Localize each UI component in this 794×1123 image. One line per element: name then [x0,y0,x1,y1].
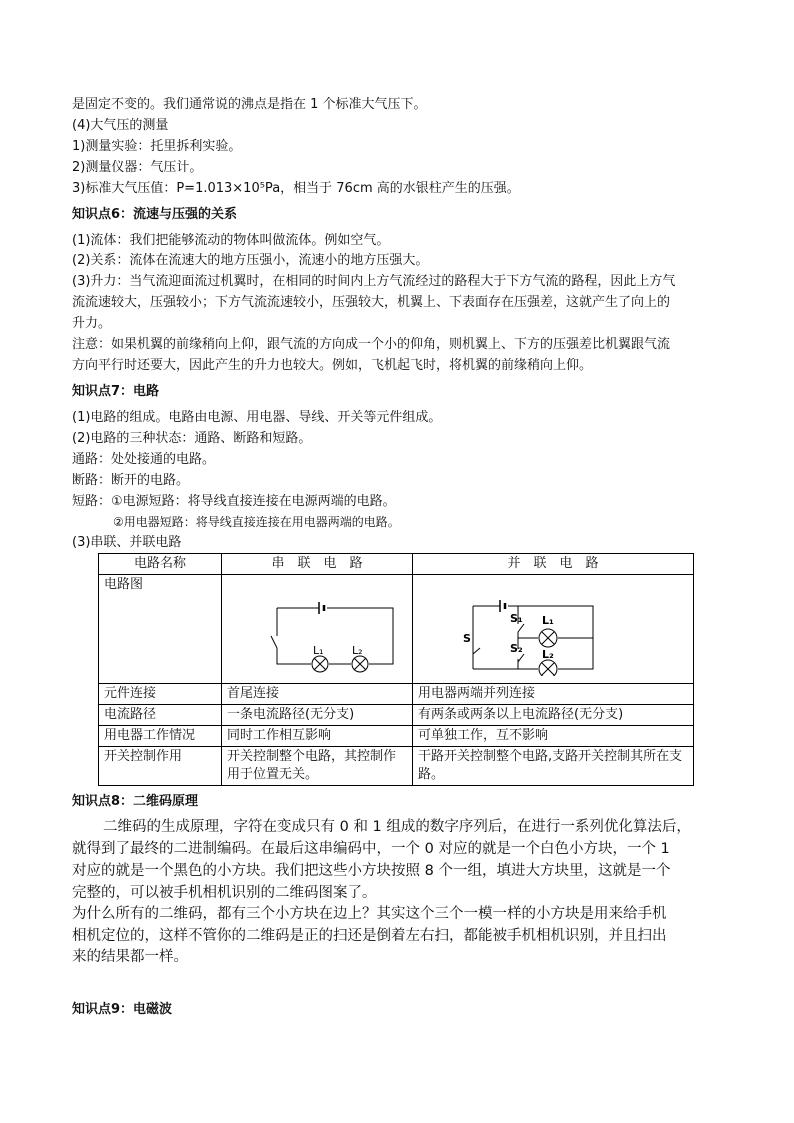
table-cell: 一条电流路径(无分支) [222,705,413,726]
table-cell: 用电器两端并列连接 [413,684,694,705]
table-cell: 同时工作相互影响 [222,726,413,747]
table-cell: 元件连接 [99,684,222,705]
table-cell: 首尾连接 [222,684,413,705]
text-line: 断路：断开的电路。 [72,473,190,488]
table-cell: 开关控制作用 [99,747,222,786]
series-diagram-cell [222,575,413,684]
table-header-cell: 并 联 电 路 [413,554,694,575]
parallel-diagram-cell [413,575,694,684]
text-line: 短路：①电源短路：将导线直接连接在电源两端的电路。 [72,494,396,509]
text-line: 3)标准大气压值：P=1.013×10⁵Pa，相当于 76cm 高的水银柱产生的压强。 [72,181,520,196]
paragraph-line: 对应的就是一个黑色的小方块。我们把这些小方块按照 8 个一组，填进大方块里，这就是一个 [72,863,671,879]
text-line: (2)关系：流体在流速大的地方压强小，流速小的地方压强大。 [72,253,429,268]
text-line: 2)测量仪器：气压计。 [72,160,203,175]
paragraph-line: 就得到了最终的二进制编码。在最后这串编码中，一个 0 对应的就是一个白色小方块，一个 1 [72,841,670,857]
note-line: 方向平行时还要大，因此产生的升力也较大。例如，飞机起飞时，将机翼的前缘稍向上仰。 [72,358,593,373]
lamp-l1-label: L₁ [542,614,554,627]
text-line: 是固定不变的。我们通常说的沸点是指在 1 个标准大气压下。 [72,97,427,112]
table-cell: 干路开关控制整个电路,支路开关控制其所在支路。 [413,747,694,786]
paragraph-line: 来的结果都一样。 [72,949,188,965]
paragraph-line: 完整的，可以被手机相机识别的二维码图案了。 [72,885,377,901]
table-header-cell: 串 联 电 路 [222,554,413,575]
table-cell: 用电器工作情况 [99,726,222,747]
parallel-circuit-diagram [418,576,688,676]
table-cell: 可单独工作，互不影响 [413,726,694,747]
text-line: (1)电路的组成。电路由电源、用电器、导线、开关等元件组成。 [72,410,442,425]
lamp-l2-label: L₂ [352,644,363,657]
subheading: (4)大气压的测量 [72,118,169,133]
subheading: (3)串联、并联电路 [72,535,182,550]
note-line: 注意：如果机翼的前缘稍向上仰，跟气流的方向成一个小的仰角，则机翼上、下方的压强差比机翼跟气流 [72,337,671,352]
text-line: 通路：处处接通的电路。 [72,452,216,467]
table-cell: 电流路径 [99,705,222,726]
section-heading-6: 知识点6：流速与压强的关系 [72,207,238,222]
circuit-table [98,553,694,786]
text-line: 流流速较大，压强较小；下方气流流速较小，压强较大，机翼上、下表面存在压强差，这就产生了向上的 [72,295,671,310]
paragraph-line: 为什么所有的二维码，都有三个小方块在边上？其实这个三个一模一样的小方块是用来给手机 [72,906,667,922]
switch-s-label: S [463,632,471,645]
series-circuit-diagram [227,576,407,676]
section-heading-7: 知识点7：电路 [72,384,160,399]
table-cell: 有两条或两条以上电流路径(无分支) [413,705,694,726]
text-line: (3)升力：当气流迎面流过机翼时，在相同的时间内上方气流经过的路程大于下方气流的路程，因此上方气 [72,274,676,289]
section-heading-9: 知识点9：电磁波 [72,1002,173,1017]
table-cell: 开关控制整个电路，其控制作用于位置无关。 [222,747,413,786]
paragraph-line: 二维码的生成原理，字符在变成只有 0 和 1 组成的数字序列后，在进行一系列优化算法后， [103,819,691,835]
text-line: 1)测量实验：托里拆利实验。 [72,139,242,154]
lamp-l2-label: L₂ [542,648,554,661]
text-line: ②用电器短路：将导线直接连接在用电器两端的电路。 [113,515,400,529]
section-heading-8: 知识点8：二维码原理 [72,794,199,809]
table-header-cell: 电路名称 [99,554,222,575]
text-line: (1)流体：我们把能够流动的物体叫做流体。例如空气。 [72,233,390,248]
lamp-l1-label: L₁ [313,644,324,657]
paragraph-line: 相机定位的，这样不管你的二维码是正的扫还是倒着左右扫，都能被手机相机识别，并且扫出 [72,928,667,944]
text-line: 升力。 [72,316,112,331]
switch-s2-label: S₂ [510,642,523,655]
table-cell: 电路图 [99,575,222,684]
switch-s1-label: S₁ [510,612,523,625]
text-line: (2)电路的三种状态：通路、断路和短路。 [72,431,312,446]
